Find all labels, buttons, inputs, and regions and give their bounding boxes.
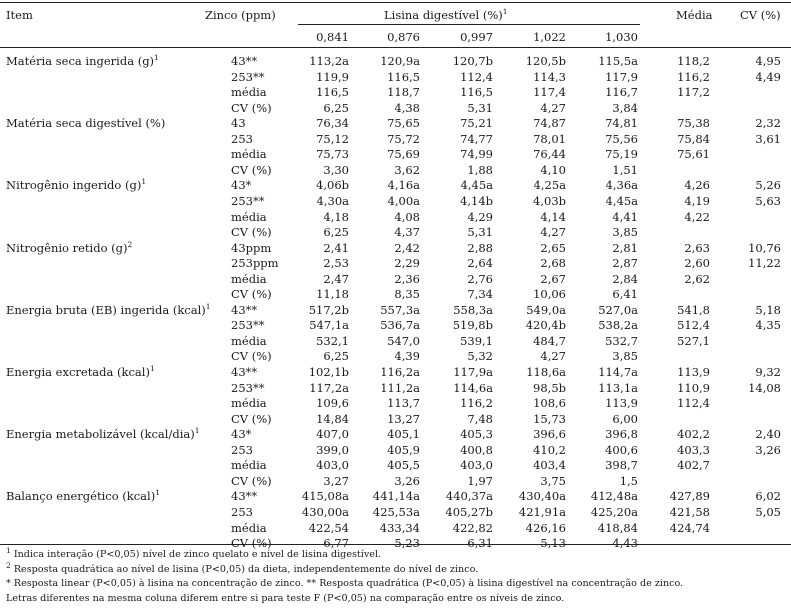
value-cell: 4,06b (316, 178, 349, 193)
value-cell: 14,84 (316, 411, 349, 426)
zinc-level-cell: 253** (231, 318, 265, 333)
media-cell: 2,60 (684, 256, 710, 271)
value-cell: 403,0 (316, 458, 349, 473)
cv-cell: 4,95 (755, 54, 781, 68)
value-cell: 4,39 (394, 349, 420, 364)
value-cell: 440,37a (445, 489, 493, 504)
value-cell: 117,2a (309, 380, 349, 395)
value-cell: 4,41 (612, 209, 638, 224)
media-cell: 75,61 (677, 147, 710, 162)
footnote (6, 560, 479, 576)
zinc-level-cell: CV (%) (231, 287, 272, 302)
value-cell: 422,54 (308, 520, 349, 535)
value-cell: 116,2 (460, 396, 493, 411)
value-cell: 75,56 (605, 131, 638, 146)
value-cell: 115,5a (598, 54, 638, 68)
value-cell: 538,2a (598, 318, 638, 333)
value-cell: 527,0a (598, 302, 638, 317)
value-cell: 119,9 (316, 69, 349, 84)
media-cell: 541,8 (677, 302, 710, 317)
cv-cell: 11,22 (748, 256, 781, 271)
footnote-text: * Resposta linear (P<0,05) à lisina na concentração de zinco. ** Resposta quadrática (P<0,05) à lisina digestível na concentração de zinco. (6, 578, 684, 589)
media-cell: 427,89 (669, 489, 710, 504)
zinc-level-cell: CV (%) (231, 411, 272, 426)
media-cell: 527,1 (677, 333, 710, 348)
variable-label-text: Energia metabolizável (kcal/dia) (6, 427, 195, 442)
value-cell: 420,4b (525, 318, 566, 333)
media-cell: 112,4 (677, 396, 710, 411)
zinc-level-cell: 253 (231, 504, 253, 519)
media-cell: 512,4 (677, 318, 710, 333)
value-cell: 3,62 (394, 162, 420, 177)
value-cell: 102,1b (308, 365, 349, 379)
value-cell: 109,6 (316, 396, 349, 411)
variable-label-sup: 1 (141, 177, 147, 187)
value-cell: 425,20a (590, 504, 638, 519)
zinc-level-cell: média (231, 147, 267, 162)
value-cell: 78,01 (533, 131, 566, 146)
media-cell: 424,74 (669, 520, 710, 535)
footnote (6, 593, 564, 605)
value-cell: 405,5 (387, 458, 420, 473)
value-cell: 8,35 (394, 287, 420, 302)
value-cell: 4,36a (605, 178, 638, 193)
media-cell: 117,2 (677, 85, 710, 100)
value-cell: 117,4 (533, 85, 566, 100)
zinc-level-cell: média (231, 85, 267, 100)
lisina-level-header: 0,997 (460, 30, 493, 44)
zinc-level-cell: média (231, 271, 267, 286)
value-cell: 116,2a (380, 365, 420, 379)
value-cell: 2,88 (467, 240, 493, 255)
value-cell: 4,27 (540, 349, 566, 364)
value-cell: 10,06 (533, 287, 566, 302)
value-cell: 113,1a (598, 380, 638, 395)
value-cell: 113,9 (605, 396, 638, 411)
value-cell: 4,45a (605, 193, 638, 208)
value-cell: 407,0 (316, 427, 349, 442)
zinc-level-cell: CV (%) (231, 536, 272, 551)
value-cell: 396,6 (533, 427, 566, 442)
value-cell: 75,65 (387, 116, 420, 131)
variable-label-text: Matéria seca ingerida (g) (6, 54, 155, 68)
value-cell: 75,19 (605, 147, 638, 162)
header-zinco: Zinco (ppm) (205, 8, 276, 22)
value-cell: 112,4 (460, 69, 493, 84)
value-cell: 433,34 (379, 520, 420, 535)
value-cell: 2,42 (394, 240, 420, 255)
value-cell: 74,77 (460, 131, 493, 146)
variable-label-sup: 2 (127, 239, 133, 249)
cv-cell: 6,02 (755, 489, 781, 504)
value-cell: 6,25 (323, 100, 349, 115)
value-cell: 108,6 (533, 396, 566, 411)
value-cell: 4,30a (316, 193, 349, 208)
value-cell: 422,82 (452, 520, 493, 535)
value-cell: 3,84 (612, 100, 638, 115)
value-cell: 114,7a (598, 365, 638, 379)
media-cell: 75,38 (677, 116, 710, 131)
media-cell: 110,9 (677, 380, 710, 395)
cv-cell: 10,76 (748, 240, 781, 255)
zinc-level-cell: 43* (231, 427, 252, 442)
value-cell: 15,73 (533, 411, 566, 426)
value-cell: 4,16a (387, 178, 420, 193)
zinc-level-cell: 253** (231, 380, 265, 395)
lisina-level-header: 1,022 (533, 30, 566, 44)
value-cell: 113,7 (387, 396, 420, 411)
media-cell: 4,26 (684, 178, 710, 193)
cv-cell: 2,32 (755, 116, 781, 131)
variable-label (6, 427, 200, 441)
variable-label (6, 365, 155, 379)
value-cell: 75,72 (387, 131, 420, 146)
variable-label-text: Balanço energético (kcal) (6, 489, 156, 504)
value-cell: 2,65 (540, 240, 566, 255)
value-cell: 2,47 (323, 271, 349, 286)
value-cell: 2,81 (612, 240, 638, 255)
value-cell: 5,31 (467, 225, 493, 240)
value-cell: 405,3 (460, 427, 493, 442)
value-cell: 4,27 (540, 225, 566, 240)
value-cell: 2,64 (467, 256, 493, 271)
value-cell: 2,67 (540, 271, 566, 286)
value-cell: 3,30 (323, 162, 349, 177)
value-cell: 403,0 (460, 458, 493, 473)
value-cell: 3,27 (323, 473, 349, 488)
value-cell: 517,2b (308, 302, 349, 317)
value-cell: 118,7 (387, 85, 420, 100)
value-cell: 399,0 (316, 442, 349, 457)
value-cell: 7,48 (467, 411, 493, 426)
zinc-level-cell: CV (%) (231, 100, 272, 115)
zinc-level-cell: média (231, 209, 267, 224)
zinc-level-cell: média (231, 520, 267, 535)
cv-cell: 5,05 (755, 504, 781, 519)
value-cell: 6,25 (323, 349, 349, 364)
value-cell: 4,14 (540, 209, 566, 224)
header-bottom-rule (0, 47, 791, 48)
value-cell: 6,00 (612, 411, 638, 426)
value-cell: 2,84 (612, 271, 638, 286)
value-cell: 547,0 (387, 333, 420, 348)
media-cell: 402,2 (677, 427, 710, 442)
variable-label-sup: 1 (205, 301, 211, 311)
value-cell: 120,9a (380, 54, 420, 68)
value-cell: 4,03b (533, 193, 566, 208)
media-cell: 421,58 (669, 504, 710, 519)
zinc-level-cell: 253** (231, 69, 265, 84)
value-cell: 400,6 (605, 442, 638, 457)
value-cell: 114,3 (533, 69, 566, 84)
value-cell: 536,7a (380, 318, 420, 333)
value-cell: 4,18 (323, 209, 349, 224)
value-cell: 558,3a (453, 302, 493, 317)
variable-label (6, 489, 160, 503)
value-cell: 4,10 (540, 162, 566, 177)
value-cell: 76,44 (533, 147, 566, 162)
zinc-level-cell: 253** (231, 193, 265, 208)
zinc-level-cell: 43** (231, 302, 258, 317)
value-cell: 116,7 (605, 85, 638, 100)
media-cell: 2,63 (684, 240, 710, 255)
header-cv: CV (%) (740, 8, 781, 22)
cv-cell: 5,26 (755, 178, 781, 193)
zinc-level-cell: média (231, 458, 267, 473)
zinc-level-cell: 43** (231, 365, 258, 379)
value-cell: 114,6a (453, 380, 493, 395)
value-cell: 7,34 (467, 287, 493, 302)
value-cell: 117,9a (453, 365, 493, 379)
cv-cell: 14,08 (748, 380, 781, 395)
variable-label-text: Energia bruta (EB) ingerida (kcal) (6, 302, 206, 317)
value-cell: 403,4 (533, 458, 566, 473)
value-cell: 5,13 (540, 536, 566, 551)
variable-label (6, 116, 165, 130)
header-item: Item (6, 8, 33, 22)
value-cell: 2,87 (612, 256, 638, 271)
value-cell: 425,53a (372, 504, 420, 519)
value-cell: 2,36 (394, 271, 420, 286)
value-cell: 11,18 (316, 287, 349, 302)
value-cell: 421,91a (518, 504, 566, 519)
footnote-text: Letras diferentes na mesma coluna diferem entre si para teste F (P<0,05) na comparação entre os níveis de zinco. (6, 592, 565, 604)
media-cell: 118,2 (677, 54, 710, 68)
value-cell: 74,87 (533, 116, 566, 131)
value-cell: 2,29 (394, 256, 420, 271)
footnote-text: Indica interação (P<0,05) nível de zinco quelato e nível de lisina digestível. (10, 549, 382, 560)
zinc-level-cell: média (231, 333, 267, 348)
value-cell: 519,8b (452, 318, 493, 333)
value-cell: 1,51 (612, 162, 638, 177)
value-cell: 116,5 (387, 69, 420, 84)
value-cell: 13,27 (387, 411, 420, 426)
value-cell: 118,6a (526, 365, 566, 379)
value-cell: 6,25 (323, 225, 349, 240)
value-cell: 396,8 (605, 427, 638, 442)
value-cell: 1,88 (467, 162, 493, 177)
value-cell: 557,3a (380, 302, 420, 317)
value-cell: 430,40a (518, 489, 566, 504)
top-rule (0, 2, 791, 3)
value-cell: 75,73 (316, 147, 349, 162)
value-cell: 3,26 (394, 473, 420, 488)
value-cell: 484,7 (533, 333, 566, 348)
media-cell: 4,19 (684, 193, 710, 208)
value-cell: 111,2a (380, 380, 420, 395)
value-cell: 415,08a (301, 489, 349, 504)
value-cell: 400,8 (460, 442, 493, 457)
variable-label (6, 178, 146, 192)
variable-label (6, 241, 132, 255)
zinc-level-cell: média (231, 396, 267, 411)
value-cell: 5,31 (467, 100, 493, 115)
value-cell: 4,37 (394, 225, 420, 240)
value-cell: 4,29 (467, 209, 493, 224)
value-cell: 117,9 (605, 69, 638, 84)
value-cell: 4,43 (612, 536, 638, 551)
value-cell: 4,14b (460, 193, 493, 208)
value-cell: 3,85 (612, 349, 638, 364)
value-cell: 532,1 (316, 333, 349, 348)
value-cell: 2,41 (323, 240, 349, 255)
value-cell: 4,38 (394, 100, 420, 115)
variable-label-sup: 1 (149, 364, 155, 374)
cv-cell: 3,26 (755, 442, 781, 457)
value-cell: 116,5 (460, 85, 493, 100)
cv-cell: 5,63 (755, 193, 781, 208)
value-cell: 4,25a (533, 178, 566, 193)
zinc-level-cell: CV (%) (231, 162, 272, 177)
footnote (6, 578, 683, 590)
zinc-level-cell: 253 (231, 442, 253, 457)
value-cell: 418,84 (597, 520, 638, 535)
value-cell: 1,97 (467, 473, 493, 488)
value-cell: 532,7 (605, 333, 638, 348)
variable-label (6, 54, 159, 68)
variable-label (6, 303, 211, 317)
lisina-level-header: 1,030 (605, 30, 638, 44)
value-cell: 398,7 (605, 458, 638, 473)
value-cell: 405,1 (387, 427, 420, 442)
value-cell: 405,9 (387, 442, 420, 457)
value-cell: 426,16 (525, 520, 566, 535)
value-cell: 75,12 (316, 131, 349, 146)
footnote-sup: 2 (6, 560, 11, 570)
media-cell: 402,7 (677, 458, 710, 473)
value-cell: 2,68 (540, 256, 566, 271)
zinc-level-cell: 43* (231, 178, 252, 193)
header-lisina-sup: 1 (502, 7, 508, 17)
value-cell: 74,81 (605, 116, 638, 131)
value-cell: 4,08 (394, 209, 420, 224)
value-cell: 3,85 (612, 225, 638, 240)
value-cell: 4,27 (540, 100, 566, 115)
value-cell: 2,53 (323, 256, 349, 271)
cv-cell: 4,49 (755, 69, 781, 84)
value-cell: 4,45a (460, 178, 493, 193)
value-cell: 5,23 (394, 536, 420, 551)
value-cell: 430,00a (301, 504, 349, 519)
zinc-level-cell: 253 (231, 131, 253, 146)
media-cell: 4,22 (684, 209, 710, 224)
value-cell: 74,99 (460, 147, 493, 162)
value-cell: 98,5b (533, 380, 566, 395)
value-cell: 6,77 (323, 536, 349, 551)
value-cell: 75,69 (387, 147, 420, 162)
cv-cell: 2,40 (755, 427, 781, 442)
lisina-header-rule (298, 24, 640, 25)
zinc-level-cell: 43** (231, 54, 258, 68)
value-cell: 441,14a (372, 489, 420, 504)
media-cell: 75,84 (677, 131, 710, 146)
variable-label-text: Nitrogênio retido (g) (6, 240, 128, 255)
zinc-level-cell: CV (%) (231, 225, 272, 240)
value-cell: 116,5 (316, 85, 349, 100)
cv-cell: 3,61 (755, 131, 781, 146)
value-cell: 6,31 (467, 536, 493, 551)
header-lisina (384, 8, 508, 22)
footnote (6, 545, 382, 561)
header-lisina-label: Lisina digestível (%) (384, 8, 503, 22)
media-cell: 2,62 (684, 271, 710, 286)
zinc-level-cell: 43** (231, 489, 258, 504)
lisina-level-header: 0,876 (387, 30, 420, 44)
value-cell: 6,41 (612, 287, 638, 302)
variable-label-text: Energia excretada (kcal) (6, 365, 150, 379)
zinc-level-cell: 43ppm (231, 240, 272, 255)
value-cell: 539,1 (460, 333, 493, 348)
lisina-level-header: 0,841 (316, 30, 349, 44)
media-cell: 403,3 (677, 442, 710, 457)
cv-cell: 9,32 (755, 365, 781, 379)
zinc-level-cell: 253ppm (231, 256, 279, 271)
value-cell: 113,2a (309, 54, 349, 68)
value-cell: 2,76 (467, 271, 493, 286)
value-cell: 75,21 (460, 116, 493, 131)
value-cell: 547,1a (309, 318, 349, 333)
variable-label-sup: 1 (194, 426, 200, 436)
variable-label-sup: 1 (154, 53, 159, 63)
value-cell: 120,5b (525, 54, 566, 68)
media-cell: 113,9 (677, 365, 710, 379)
cv-cell: 5,18 (755, 302, 781, 317)
zinc-level-cell: 43 (231, 116, 246, 131)
value-cell: 4,00a (387, 193, 420, 208)
value-cell: 120,7b (452, 54, 493, 68)
footnote-sup: 1 (6, 545, 11, 555)
zinc-level-cell: CV (%) (231, 349, 272, 364)
value-cell: 549,0a (526, 302, 566, 317)
variable-label-sup: 1 (155, 488, 160, 498)
value-cell: 76,34 (316, 116, 349, 131)
header-media: Média (676, 8, 713, 22)
variable-label-text: Nitrogênio ingerido (g) (6, 178, 142, 193)
value-cell: 405,27b (445, 504, 493, 519)
variable-label-text: Matéria seca digestível (%) (6, 116, 166, 131)
zinc-level-cell: CV (%) (231, 473, 272, 488)
value-cell: 3,75 (540, 473, 566, 488)
value-cell: 1,5 (619, 473, 638, 488)
footnote-text: Resposta quadrática ao nível de lisina (P<0,05) da dieta, independentemente do nível de zinco. (10, 563, 479, 575)
value-cell: 412,48a (590, 489, 638, 504)
value-cell: 5,32 (467, 349, 493, 364)
value-cell: 410,2 (533, 442, 566, 457)
media-cell: 116,2 (677, 69, 710, 84)
cv-cell: 4,35 (755, 318, 781, 333)
